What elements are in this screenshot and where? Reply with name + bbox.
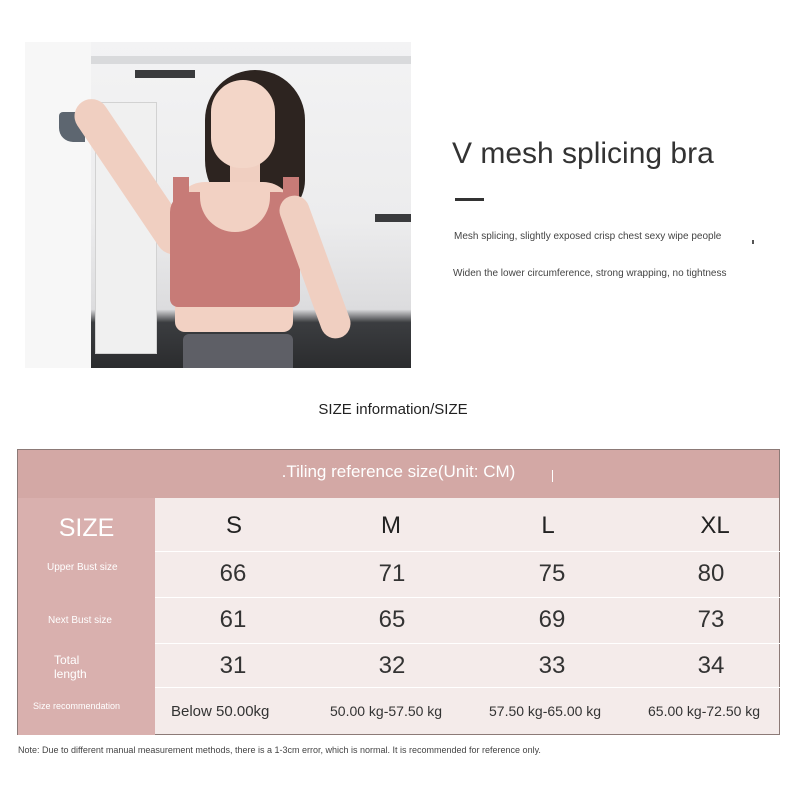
- size-column-header: XL: [700, 512, 730, 539]
- header-tick-mark: [552, 470, 553, 482]
- size-column-header: L: [541, 512, 555, 539]
- table-cell: Below 50.00kg: [171, 703, 270, 720]
- size-column-header: M: [381, 512, 401, 539]
- model-face: [211, 80, 275, 168]
- size-table-title: .Tiling reference size(Unit: CM): [281, 462, 516, 481]
- poster-lettering: [65, 152, 89, 332]
- feature-text: Mesh splicing, slightly exposed crisp chest sexy wipe people: [454, 231, 722, 242]
- size-table-header: [18, 450, 779, 498]
- measurement-note: Note: Due to different manual measurement methods, there is a 1-3cm error, which is normal. It is recommended for reference only.: [18, 745, 541, 755]
- table-cell: 65.00 kg-72.50 kg: [648, 703, 761, 719]
- table-cell: 65: [378, 606, 406, 633]
- table-cell: 73: [697, 606, 725, 633]
- wall-bar: [135, 70, 195, 78]
- row-label: Upper Bust size: [47, 562, 118, 573]
- title-divider: [455, 198, 484, 201]
- wall-rail: [91, 56, 411, 64]
- table-cell: 69: [538, 606, 566, 633]
- size-section-heading: SIZE information/SIZE: [318, 401, 468, 418]
- table-cell: 31: [219, 652, 247, 679]
- product-photo: [25, 42, 411, 368]
- size-table: [17, 449, 780, 735]
- table-cell: 66: [219, 560, 247, 587]
- row-label: Next Bust size: [48, 615, 112, 626]
- row-divider: [155, 551, 780, 552]
- row-divider: [155, 597, 780, 598]
- table-cell: 61: [219, 606, 247, 633]
- table-cell: 34: [697, 652, 725, 679]
- row-label: Total length: [54, 653, 87, 681]
- size-corner-label: SIZE: [58, 514, 115, 542]
- table-cell: 33: [538, 652, 566, 679]
- row-label-column: [18, 498, 155, 735]
- feature-text: Widen the lower circumference, strong wrapping, no tightness: [453, 268, 727, 279]
- table-cell: 71: [378, 560, 406, 587]
- table-cell: 50.00 kg-57.50 kg: [330, 703, 443, 719]
- table-cell: 75: [538, 560, 566, 587]
- table-cell: 57.50 kg-65.00 kg: [489, 703, 602, 719]
- row-divider: [155, 643, 780, 644]
- wall-bar: [375, 214, 411, 222]
- product-title: V mesh splicing bra: [452, 137, 714, 170]
- row-label: Size recommendation: [33, 701, 121, 711]
- table-cell: 80: [697, 560, 725, 587]
- table-cell: 32: [378, 652, 406, 679]
- size-column-header: S: [225, 512, 242, 539]
- decorative-mark: [752, 240, 754, 244]
- row-divider: [155, 687, 780, 688]
- model-leggings: [183, 334, 293, 368]
